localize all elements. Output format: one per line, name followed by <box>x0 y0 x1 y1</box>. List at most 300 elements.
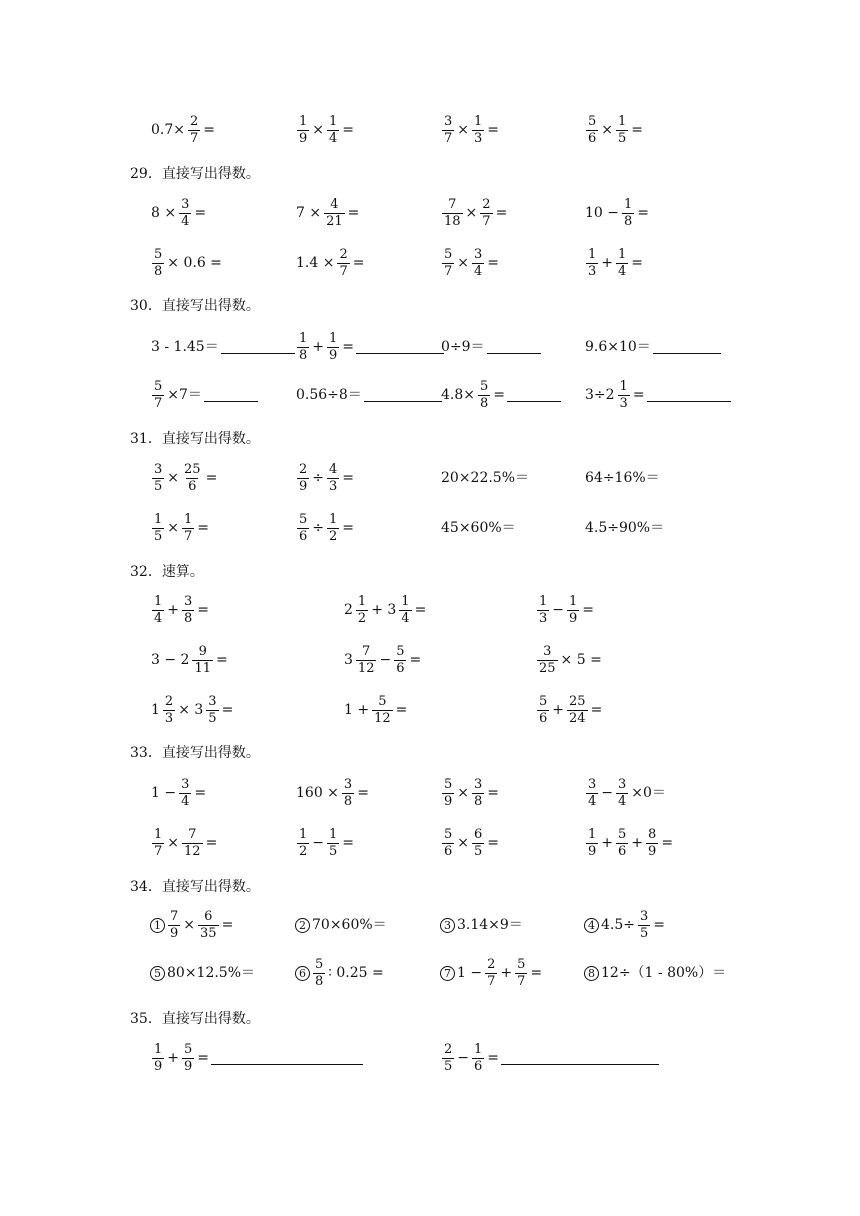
expr-text: 1.4 × <box>296 255 335 271</box>
numerator: 3 <box>208 693 217 709</box>
denominator: 8 <box>480 395 489 411</box>
q30-problem-5 <box>150 378 258 411</box>
answer-blank[interactable] <box>487 352 541 354</box>
circled-number: 7 <box>440 966 455 981</box>
numerator: 3 <box>640 908 649 924</box>
expr-text: 3 − 2 <box>151 652 190 668</box>
expr-text: 0÷9＝ <box>441 339 485 355</box>
expr-text: = <box>352 255 365 271</box>
fraction <box>472 1043 484 1073</box>
numerator: 5 <box>396 643 405 659</box>
denominator: 8 <box>315 973 324 989</box>
top-problem-1 <box>150 113 216 146</box>
denominator: 9 <box>154 1058 163 1074</box>
expr-text: 3 <box>344 652 353 668</box>
expr-text: × <box>167 520 180 536</box>
heading-q31: 31．直接写出得数。 <box>130 431 260 447</box>
heading-q34: 34．直接写出得数。 <box>130 879 260 895</box>
numerator: 5 <box>154 246 163 262</box>
expr-text: = <box>530 965 543 981</box>
q31-problem-1 <box>150 461 218 494</box>
q33-problem-7 <box>440 826 500 859</box>
expr-text: = <box>221 702 234 718</box>
expr-text: ÷ <box>312 470 325 486</box>
fraction <box>342 778 354 808</box>
denominator: 6 <box>474 1058 483 1074</box>
expr-text: = <box>395 702 408 718</box>
numerator: 1 <box>329 826 338 842</box>
q32-problem-2 <box>343 593 427 626</box>
expr-text: × <box>183 917 196 933</box>
numerator: 3 <box>444 113 453 129</box>
expr-text: = <box>221 917 234 933</box>
fraction <box>586 828 598 858</box>
circled-number: 1 <box>150 918 165 933</box>
denominator: 7 <box>487 973 496 989</box>
q34-problem-6 <box>295 956 385 989</box>
q29-problem-5 <box>150 246 223 279</box>
denominator: 7 <box>190 130 199 146</box>
q33-problem-1 <box>150 776 207 809</box>
fraction <box>618 380 630 410</box>
denominator: 9 <box>329 347 338 363</box>
expr-text: 3.14×9＝ <box>457 917 523 933</box>
numerator: 1 <box>299 113 308 129</box>
denominator: 5 <box>329 843 338 859</box>
fraction <box>356 645 377 675</box>
denominator: 6 <box>188 478 197 494</box>
q33-problem-6 <box>295 826 355 859</box>
expr-text: − <box>457 1050 470 1066</box>
denominator: 7 <box>482 213 491 229</box>
expr-text: 1 + <box>344 702 370 718</box>
circled-number: 2 <box>295 918 310 933</box>
expr-text: = <box>216 652 228 668</box>
denominator: 9 <box>444 793 453 809</box>
numerator: 5 <box>378 693 387 709</box>
numerator: 1 <box>624 196 633 212</box>
fraction <box>198 910 219 940</box>
expr-text: − <box>312 835 325 851</box>
q35-problem-1 <box>150 1041 363 1074</box>
denominator: 5 <box>618 130 627 146</box>
answer-blank[interactable] <box>653 352 721 354</box>
numerator: 2 <box>444 1041 453 1057</box>
circled-number: 3 <box>440 918 455 933</box>
fraction <box>537 595 549 625</box>
expr-text: = <box>357 785 369 801</box>
numerator: 1 <box>329 511 338 527</box>
numerator: 1 <box>618 246 627 262</box>
expr-text: = <box>637 205 650 221</box>
expr-text: 3÷2 <box>585 387 615 403</box>
numerator: 5 <box>184 1041 193 1057</box>
denominator: 5 <box>154 528 163 544</box>
fraction <box>515 958 527 988</box>
fraction <box>586 115 598 145</box>
expr-text: + <box>167 1050 180 1066</box>
fraction <box>297 115 309 145</box>
expr-text: = <box>487 835 500 851</box>
numerator: 2 <box>164 693 174 709</box>
denominator: 9 <box>170 925 179 941</box>
numerator: 5 <box>154 378 163 394</box>
q35-problem-2 <box>440 1041 659 1074</box>
denominator: 7 <box>154 843 163 859</box>
expr-text: = <box>487 785 500 801</box>
numerator: 4 <box>329 461 338 477</box>
expr-text: + 3 <box>371 602 397 618</box>
fraction <box>372 695 393 725</box>
denominator: 3 <box>588 263 597 279</box>
numerator: 3 <box>588 776 597 792</box>
denominator: 9 <box>569 610 578 626</box>
numerator: 2 <box>339 246 348 262</box>
expr-text: = <box>409 652 422 668</box>
numerator: 5 <box>444 826 453 842</box>
denominator: 6 <box>444 843 453 859</box>
numerator: 8 <box>648 826 657 842</box>
q32-problem-9 <box>535 693 603 726</box>
q29-problem-2 <box>295 196 360 229</box>
expr-text: = <box>342 339 355 355</box>
fraction <box>616 115 628 145</box>
fraction <box>206 695 218 725</box>
fraction <box>297 463 309 493</box>
fraction <box>152 380 164 410</box>
denominator: 7 <box>517 973 526 989</box>
numerator: 5 <box>315 956 324 972</box>
q29-problem-1 <box>150 196 207 229</box>
numerator: 1 <box>474 1041 483 1057</box>
q32-problem-3 <box>535 593 595 626</box>
denominator: 35 <box>200 925 217 941</box>
numerator: 25 <box>569 693 586 709</box>
fraction <box>394 645 406 675</box>
denominator: 12 <box>184 843 201 859</box>
numerator: 1 <box>299 330 308 346</box>
numerator: 1 <box>154 1041 163 1057</box>
numerator: 1 <box>474 113 483 129</box>
q33-problem-8 <box>584 826 674 859</box>
answer-blank[interactable] <box>221 352 295 354</box>
fraction <box>327 332 339 362</box>
numerator: 7 <box>188 826 197 842</box>
fraction <box>616 778 628 808</box>
expr-text: + <box>601 835 614 851</box>
heading-q33: 33．直接写出得数。 <box>130 745 260 761</box>
expr-text: = <box>487 255 500 271</box>
denominator: 21 <box>326 213 343 229</box>
denominator: 7 <box>184 528 193 544</box>
numerator: 2 <box>299 461 308 477</box>
expr-text: − <box>552 602 565 618</box>
expr-text: = <box>661 835 674 851</box>
fraction <box>152 1043 164 1073</box>
denominator: 3 <box>329 478 338 494</box>
denominator: 6 <box>539 710 548 726</box>
fraction <box>188 115 200 145</box>
fraction <box>152 513 164 543</box>
expr-text: = <box>342 470 355 486</box>
q30-problem-7 <box>440 378 561 411</box>
expr-text: = <box>205 470 218 486</box>
expr-text: = <box>342 520 355 536</box>
denominator: 3 <box>474 130 483 146</box>
numerator: 7 <box>362 643 371 659</box>
fraction <box>313 958 325 988</box>
answer-blank[interactable] <box>507 400 561 402</box>
expr-text: 3 - 1.45＝ <box>151 339 219 355</box>
numerator: 1 <box>329 113 338 129</box>
fraction <box>567 595 579 625</box>
fraction <box>152 248 164 278</box>
numerator: 5 <box>480 378 489 394</box>
answer-blank[interactable] <box>356 352 444 354</box>
numerator: 2 <box>482 196 491 212</box>
numerator: 3 <box>154 461 163 477</box>
expr-text: 0.56÷8＝ <box>296 387 362 403</box>
expr-text: × <box>601 122 614 138</box>
fraction <box>472 828 484 858</box>
expr-text: + <box>601 255 614 271</box>
numerator: 5 <box>517 956 526 972</box>
denominator: 4 <box>329 130 338 146</box>
expr-text: + <box>500 965 513 981</box>
numerator: 5 <box>618 826 627 842</box>
q29-problem-7 <box>440 246 500 279</box>
q34-problem-4 <box>584 908 666 941</box>
fraction <box>327 463 339 493</box>
expr-text: = <box>194 205 207 221</box>
numerator: 1 <box>184 511 193 527</box>
numerator: 1 <box>619 378 628 394</box>
circled-number: 6 <box>295 966 310 981</box>
numerator: 3 <box>343 776 353 792</box>
expr-text: × <box>457 122 470 138</box>
expr-text: = <box>197 520 210 536</box>
numerator: 3 <box>474 246 483 262</box>
expr-text: × 3 <box>178 702 204 718</box>
expr-text: 4.8× <box>441 387 475 403</box>
q34-problem-5 <box>150 959 256 987</box>
top-problem-3 <box>440 113 500 146</box>
fraction <box>537 645 558 675</box>
fraction <box>192 645 213 675</box>
expr-text: + <box>312 339 325 355</box>
q29-problem-3 <box>440 196 508 229</box>
circled-number: 5 <box>150 966 165 981</box>
expr-text: × <box>465 205 478 221</box>
denominator: 8 <box>343 793 353 809</box>
numerator: 1 <box>154 511 163 527</box>
fraction <box>485 958 497 988</box>
numerator: 2 <box>190 113 199 129</box>
numerator: 1 <box>588 826 597 842</box>
expr-text: 7 × <box>296 205 322 221</box>
expr-text: × 5 = <box>560 652 602 668</box>
fraction <box>179 778 191 808</box>
numerator: 7 <box>170 908 179 924</box>
expr-text: 45×60%＝ <box>441 520 516 536</box>
fraction <box>638 910 650 940</box>
denominator: 4 <box>181 213 190 229</box>
fraction <box>567 695 588 725</box>
denominator: 5 <box>154 478 163 494</box>
fraction <box>478 380 490 410</box>
fraction <box>646 828 658 858</box>
expr-text: + <box>167 602 180 618</box>
numerator: 5 <box>539 693 548 709</box>
numerator: 1 <box>329 330 338 346</box>
numerator: 3 <box>184 593 193 609</box>
expr-text: = <box>203 122 216 138</box>
expr-text: 9.6×10＝ <box>585 339 651 355</box>
numerator: 1 <box>357 593 367 609</box>
fraction <box>327 513 339 543</box>
fraction <box>472 248 484 278</box>
q30-problem-1 <box>150 333 295 361</box>
numerator: 1 <box>154 593 163 609</box>
q34-problem-2 <box>295 911 388 939</box>
fraction <box>616 248 628 278</box>
expr-text: = <box>631 255 644 271</box>
expr-text: × <box>167 835 180 851</box>
denominator: 9 <box>299 130 308 146</box>
fraction <box>442 198 463 228</box>
numerator: 5 <box>588 113 597 129</box>
denominator: 3 <box>539 610 548 626</box>
fraction <box>152 463 164 493</box>
denominator: 4 <box>181 793 190 809</box>
expr-text: − <box>601 785 614 801</box>
expr-text: = <box>197 602 210 618</box>
q29-problem-4 <box>584 196 650 229</box>
answer-blank[interactable] <box>501 1063 659 1065</box>
fraction <box>179 198 191 228</box>
fraction <box>442 115 454 145</box>
fraction <box>152 595 164 625</box>
expr-text: = <box>632 387 645 403</box>
expr-text: 4.5÷90%＝ <box>585 520 665 536</box>
fraction <box>324 198 345 228</box>
q34-problem-8 <box>584 959 727 987</box>
q34-problem-7 <box>440 956 543 989</box>
q34-problem-3 <box>440 911 524 939</box>
expr-text: 70×60%＝ <box>312 917 387 933</box>
q31-problem-5 <box>150 511 210 544</box>
expr-text: × <box>457 785 470 801</box>
expr-text: 20×22.5%＝ <box>441 470 530 486</box>
answer-blank[interactable] <box>204 400 258 402</box>
fraction <box>337 248 349 278</box>
numerator: 7 <box>448 196 457 212</box>
fraction <box>480 198 492 228</box>
denominator: 6 <box>618 843 627 859</box>
denominator: 8 <box>154 263 163 279</box>
expr-text: = <box>197 1050 210 1066</box>
denominator: 4 <box>401 610 410 626</box>
q31-problem-4 <box>584 464 661 492</box>
fraction <box>327 828 339 858</box>
heading-q32: 32．速算。 <box>130 564 204 580</box>
denominator: 4 <box>474 263 483 279</box>
expr-text: = <box>342 122 355 138</box>
denominator: 12 <box>357 660 375 676</box>
denominator: 3 <box>164 710 174 726</box>
numerator: 3 <box>474 776 483 792</box>
numerator: 1 <box>299 826 308 842</box>
denominator: 4 <box>618 793 627 809</box>
heading-q35: 35．直接写出得数。 <box>130 1011 260 1027</box>
q30-problem-8 <box>584 378 731 411</box>
expr-text: = <box>631 122 644 138</box>
fraction <box>168 910 180 940</box>
denominator: 6 <box>299 528 308 544</box>
top-problem-2 <box>295 113 355 146</box>
denominator: 2 <box>357 610 367 626</box>
fraction <box>442 1043 454 1073</box>
circled-number: 4 <box>584 918 599 933</box>
expr-text: 1 − <box>151 785 177 801</box>
numerator: 6 <box>204 908 213 924</box>
denominator: 18 <box>444 213 461 229</box>
denominator: 5 <box>640 925 649 941</box>
fraction <box>182 1043 194 1073</box>
denominator: 5 <box>208 710 217 726</box>
expr-text: ×7＝ <box>167 387 202 403</box>
answer-blank[interactable] <box>211 1063 363 1065</box>
expr-text: 2 <box>344 602 353 618</box>
expr-text: 12÷（1 - 80%）＝ <box>601 965 727 981</box>
expr-text: + <box>552 702 565 718</box>
numerator: 6 <box>474 826 483 842</box>
heading-q30: 30．直接写出得数。 <box>130 298 260 314</box>
expr-text: 80×12.5%＝ <box>167 965 256 981</box>
denominator: 8 <box>624 213 633 229</box>
q32-problem-5 <box>343 643 422 676</box>
denominator: 4 <box>154 610 163 626</box>
numerator: 3 <box>181 196 190 212</box>
expr-text: = <box>487 122 500 138</box>
q32-problem-1 <box>150 593 210 626</box>
expr-text: 1 <box>151 702 160 718</box>
denominator: 6 <box>588 130 597 146</box>
numerator: 5 <box>444 776 453 792</box>
answer-blank[interactable] <box>647 400 731 402</box>
denominator: 9 <box>299 478 308 494</box>
fraction <box>327 115 339 145</box>
expr-text: 64÷16%＝ <box>585 470 660 486</box>
q32-problem-4 <box>150 643 229 676</box>
expr-text: = <box>590 702 603 718</box>
numerator: 5 <box>444 246 453 262</box>
expr-text: = <box>487 1050 500 1066</box>
fraction <box>586 248 598 278</box>
fraction <box>182 828 203 858</box>
fraction <box>472 115 484 145</box>
numerator: 3 <box>618 776 627 792</box>
expr-text: = <box>582 602 595 618</box>
fraction <box>442 778 454 808</box>
denominator: 7 <box>444 130 453 146</box>
denominator: 2 <box>329 528 338 544</box>
expr-text: = <box>205 835 218 851</box>
q31-problem-6 <box>295 511 355 544</box>
answer-blank[interactable] <box>364 400 442 402</box>
numerator: 4 <box>330 196 339 212</box>
expr-text: = <box>414 602 427 618</box>
